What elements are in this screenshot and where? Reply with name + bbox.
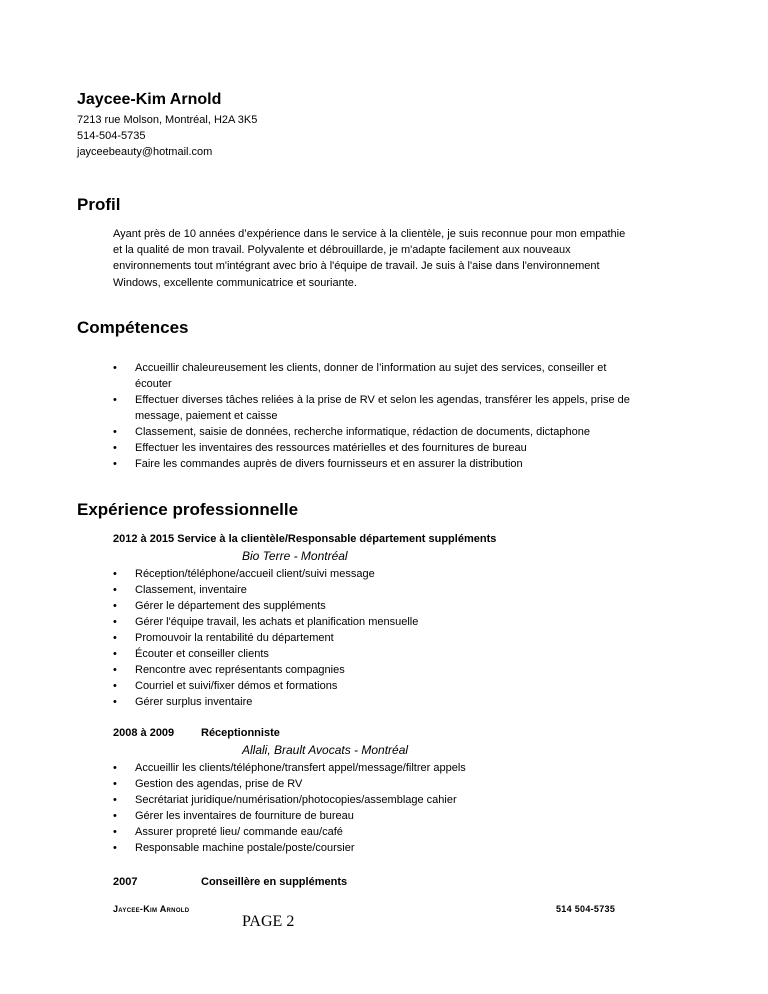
list-item-line: • Faire les commandes auprès de divers fournisseurs et en assurer la distribution [135, 458, 523, 470]
job-tasks-list [113, 566, 653, 710]
list-item: • Responsable machine postale/poste/coursier [113, 840, 653, 856]
list-item: • Gestion des agendas, prise de RV [113, 776, 653, 792]
list-item-line: écouter [135, 378, 172, 390]
list-item: • Gérer l'équipe travail, les achats et planification mensuelle [113, 614, 653, 630]
list-item-line: message, paiement et caisse [135, 410, 278, 422]
list-item: • Assurer propreté lieu/ commande eau/café [113, 824, 653, 840]
phone: 514-504-5735 [77, 130, 146, 142]
job-role: Réceptionniste [201, 727, 280, 739]
list-item: • Écouter et conseiller clients [113, 646, 653, 662]
footer-phone: 514 504-5735 [556, 904, 616, 914]
profil-line: environnements tout m'intégrant avec brio à l'équipe de travail. Je suis à l'aise dans l'environnement [113, 260, 600, 273]
list-item: • Secrétariat juridique/numérisation/photocopies/assemblage cahier [113, 792, 653, 808]
list-item: • Courriel et suivi/fixer démos et formations [113, 678, 653, 694]
job-heading: 2012 à 2015 Service à la clientèle/Responsable département suppléments [113, 533, 497, 545]
list-item-line: • Effectuer diverses tâches reliées à la prise de RV et selon les agendas, transférer les appels, prise de [135, 394, 630, 406]
section-title-competences: Compétences [77, 318, 189, 337]
competences-list [113, 360, 653, 472]
job-heading [113, 727, 280, 739]
contact-block [77, 112, 257, 160]
address: 7213 rue Molson, Montréal, H2A 3K5 [77, 114, 258, 126]
list-item: • Gérer surplus inventaire [113, 694, 653, 710]
list-item: • Réception/téléphone/accueil client/suivi message [113, 566, 653, 582]
job-heading [113, 876, 348, 888]
list-item: • Promouvoir la rentabilité du département [113, 630, 653, 646]
section-title-experience: Expérience professionnelle [77, 500, 299, 519]
job-tasks-list [113, 760, 653, 856]
list-item: • Gérer les inventaires de fourniture de bureau [113, 808, 653, 824]
list-item-line: • Classement, saisie de données, recherche informatique, rédaction de documents, dictaphone [135, 426, 590, 438]
profil-line: et la qualité de mon travail. Polyvalente et débrouillarde, je m'adapte facilement aux nouveaux [113, 244, 571, 257]
profil-paragraph [113, 226, 653, 291]
list-item: • Accueillir les clients/téléphone/transfert appel/message/filtrer appels [113, 760, 653, 776]
page-number: PAGE 2 [242, 913, 295, 930]
job-employer: Bio Terre - Montréal [242, 549, 348, 563]
section-title-profil: Profil [77, 195, 121, 214]
job-employer: Allali, Brault Avocats - Montréal [242, 743, 409, 757]
profil-line: Ayant près de 10 années d’expérience dans le service à la clientèle, je suis reconnue pour mon empathie [113, 228, 626, 240]
list-item [113, 440, 653, 456]
profil-line: Windows, excellente communicatrice et souriante. [113, 276, 357, 289]
list-item-line: • Accueillir chaleureusement les clients, donner de l’information au sujet des services, conseiller et [135, 362, 607, 374]
job-role: Conseillère en suppléments [201, 876, 348, 888]
list-item [113, 392, 653, 424]
list-item [113, 456, 653, 472]
job-years: 2008 à 2009 [113, 727, 175, 739]
footer-name: Jaycee-Kim Arnold [113, 904, 190, 914]
list-item: • Gérer le département des suppléments [113, 598, 653, 614]
list-item [113, 424, 653, 440]
email: jayceebeauty@hotmail.com [77, 146, 213, 158]
job-years: 2007 [113, 876, 138, 888]
list-item: • Rencontre avec représentants compagnies [113, 662, 653, 678]
list-item [113, 360, 653, 392]
candidate-name: Jaycee-Kim Arnold [77, 91, 222, 108]
list-item: • Classement, inventaire [113, 582, 653, 598]
list-item-line: • Effectuer les inventaires des ressources matérielles et des fournitures de bureau [135, 442, 527, 454]
